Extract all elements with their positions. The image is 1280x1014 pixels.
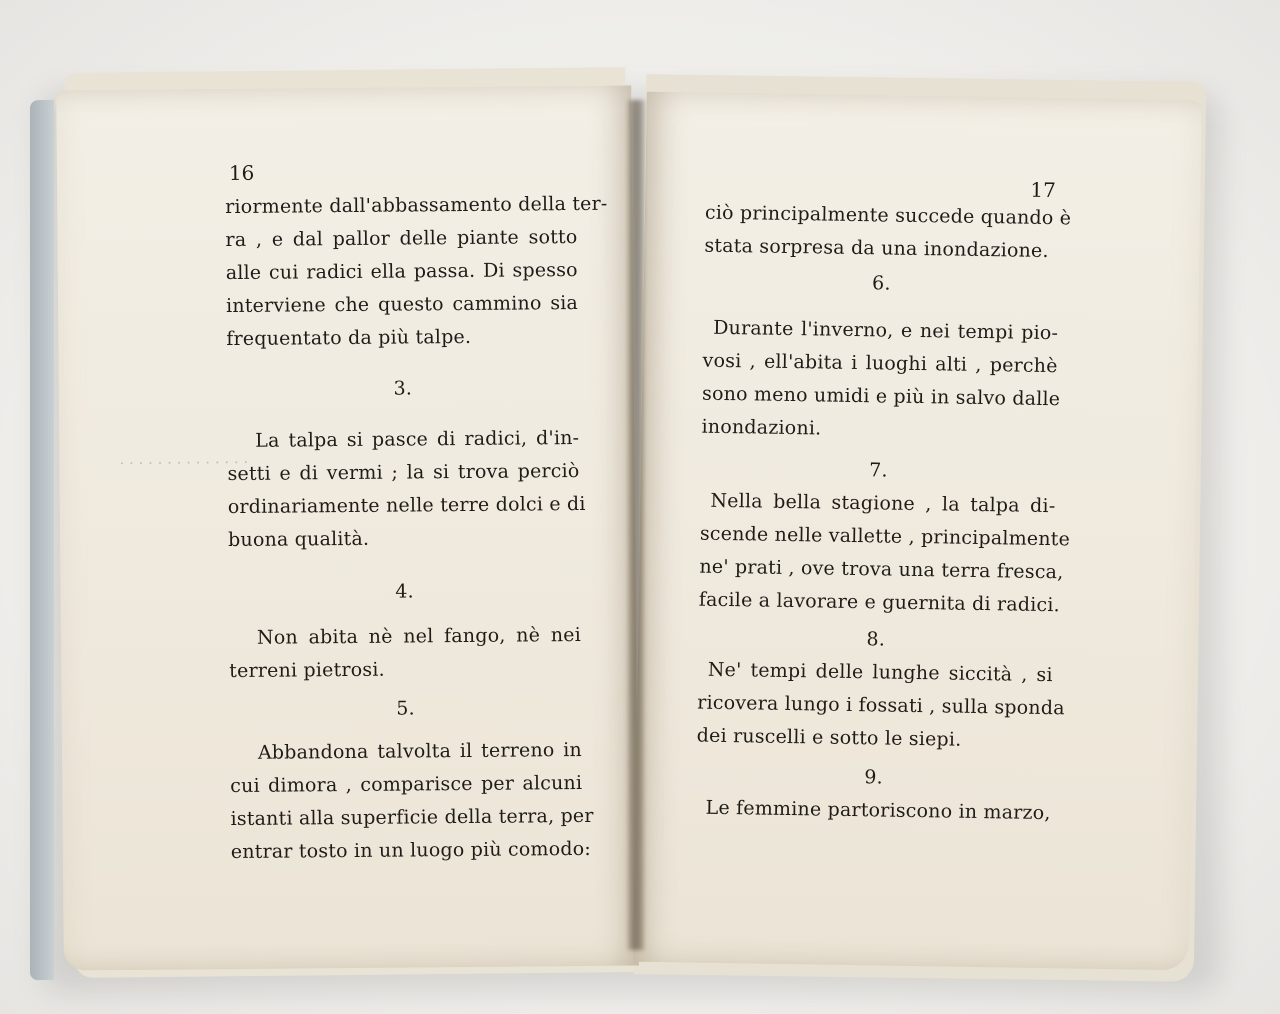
text-line: facile a lavorare e guernita di radici. bbox=[698, 588, 1061, 617]
text-line: scende nelle vallette , principalmente bbox=[699, 522, 1071, 551]
text-line: ordinariamente nelle terre dolci e di bbox=[227, 492, 586, 519]
right-page-body bbox=[695, 197, 1072, 830]
book-gutter bbox=[628, 100, 644, 950]
text-line: dei ruscelli e sotto le siepi. bbox=[696, 724, 962, 751]
text-line: La talpa si pasce di radici, d'in- bbox=[255, 426, 580, 452]
text-line: interviene che questo cammino sia bbox=[225, 291, 579, 318]
section-number: 8. bbox=[866, 628, 886, 651]
text-line: buona qualità. bbox=[228, 527, 370, 552]
text-line: ricovera lungo i fossati , sulla sponda bbox=[697, 691, 1065, 720]
left-page-number: 16 bbox=[228, 160, 255, 186]
section-number: 6. bbox=[871, 272, 891, 295]
section-number: 3. bbox=[393, 377, 413, 400]
section-number: 4. bbox=[395, 580, 414, 603]
text-line: ra , e dal pallor delle piante sotto bbox=[225, 225, 578, 252]
text-line: vosi , ell'abita i luoghi alti , perchè bbox=[702, 349, 1058, 378]
left-page-body bbox=[225, 188, 608, 869]
text-line: Abbandona talvolta il terreno in bbox=[257, 738, 583, 764]
right-page-number: 17 bbox=[1030, 177, 1057, 203]
text-line: Durante l'inverno, e nei tempi pio- bbox=[712, 316, 1059, 345]
book-spine-edge bbox=[30, 100, 54, 980]
text-line: istanti alla superficie della terra, per bbox=[230, 804, 594, 831]
show-through-text: . . . . . . . . . . . . . . bbox=[119, 448, 249, 468]
right-page bbox=[633, 92, 1202, 971]
left-page bbox=[56, 86, 639, 971]
text-line: ne' prati , ove trova una terra fresca, bbox=[699, 555, 1064, 584]
text-line: setti e di vermi ; la si trova perciò bbox=[227, 459, 580, 486]
text-line: cui dimora , comparisce per alcuni bbox=[230, 771, 583, 798]
text-line: entrar tosto in un luogo più comodo: bbox=[230, 837, 592, 864]
text-line: stata sorpresa da una inondazione. bbox=[704, 234, 1049, 263]
text-line: Ne' tempi delle lunghe siccità , si bbox=[707, 658, 1053, 687]
text-line: sono meno umidi e più in salvo dalle bbox=[701, 382, 1061, 411]
text-line: inondazioni. bbox=[701, 415, 822, 440]
section-number: 5. bbox=[396, 697, 415, 720]
text-line: terreni pietrosi. bbox=[229, 658, 385, 683]
text-line: frequentato da più talpe. bbox=[226, 325, 472, 351]
text-line: Le femmine partoriscono in marzo, bbox=[705, 796, 1051, 825]
text-line: riormente dall'abbassamento della ter- bbox=[225, 192, 608, 219]
text-line: alle cui radici ella passa. Di spesso bbox=[225, 258, 578, 285]
text-line: ciò principalmente succede quando è bbox=[704, 201, 1072, 230]
section-number: 7. bbox=[869, 459, 888, 482]
text-line: Nella bella stagione , la talpa di- bbox=[710, 489, 1056, 518]
text-line: Non abita nè nel fango, nè nei bbox=[256, 623, 582, 649]
section-number: 9. bbox=[864, 766, 884, 789]
